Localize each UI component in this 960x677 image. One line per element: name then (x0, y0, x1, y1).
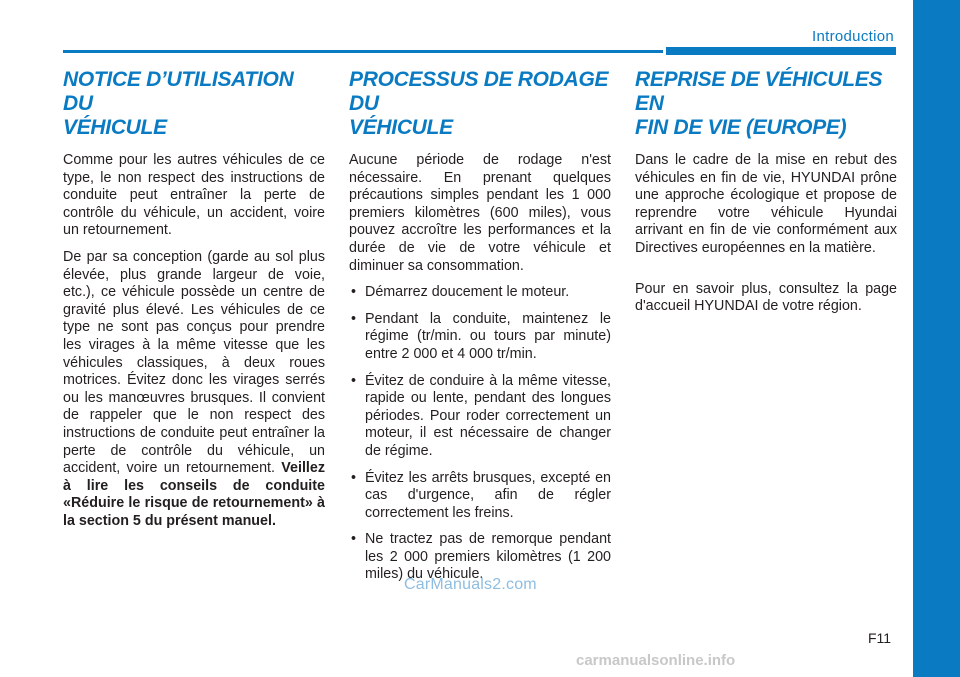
header-rule-thick (666, 47, 896, 55)
column-break-in (349, 68, 611, 593)
break-in-list (349, 284, 611, 584)
chapter-side-tab (913, 0, 960, 677)
paragraph: Pour en savoir plus, consultez la page d'accueil HYUNDAI de votre région. (635, 280, 897, 315)
list-item: • Évitez de conduire à la même vitesse, rapide ou lente, pendant des longues périodes. Pour roder correctement un moteur, il est nécessaire de changer de régime. (349, 373, 611, 461)
list-item: • Ne tractez pas de remorque pendant les 2 000 premiers kilomètres (1 200 miles) du véhicule. (349, 531, 611, 584)
list-item: • Démarrez doucement le moteur. (349, 284, 611, 302)
paragraph: Comme pour les autres véhicules de ce type, le non respect des instructions de conduite peut entraîner la perte de contrôle du véhicule, un accident, voire un retournement. (63, 152, 325, 239)
paragraph: De par sa conception (garde au sol plus élevée, plus grande largeur de voie, etc.), ce véhicule possède un centre de gravité plus élevé. Les véhicules de ce type ne sont pas conçus pour prendre les virages à la même vitesse que les véhicules classiques, à deux roues motrices. Évitez donc les virages serrés ou les manœuvres brusques. Il convient de rappeler que le non respect des instructions de conduite peut entraîner la perte de contrôle du véhicule, un accident, voire un retournement. Veillez à lire les conseils de conduite «Réduire le risque de retournement» à la section 5 du présent manuel. (63, 248, 325, 529)
column-operation-notice (63, 68, 325, 539)
heading-operation-notice: NOTICE D’UTILISATION DU VÉHICULE (63, 68, 294, 139)
section-label: Introduction (812, 28, 894, 45)
column-end-of-life (635, 68, 897, 325)
watermark-bottom[interactable]: carmanualsonline.info (576, 652, 736, 669)
list-item: • Évitez les arrêts brusques, excepté en cas d'urgence, afin de régler correctement les freins. (349, 470, 611, 523)
header-rule-thin (63, 50, 663, 53)
page-number: F11 (868, 630, 892, 646)
list-item: • Pendant la conduite, maintenez le régime (tr/min. ou tours par minute) entre 2 000 et 4 000 tr/min. (349, 311, 611, 364)
paragraph: Aucune période de rodage n'est nécessaire. En prenant quelques précautions simples pendant les 1 000 premiers kilomètres (600 miles), vous pouvez accroître les performances et la durée de vie de votre véhicule et diminuer sa consommation. (349, 152, 611, 274)
rollover-warning-text: Veillez à lire les conseils de conduite «Réduire le risque de retournement» à la section 5 du présent manuel. (63, 460, 325, 529)
paragraph: Dans le cadre de la mise en rebut des véhicules en fin de vie, HYUNDAI prône une approche écologique et propose de reprendre votre véhicule Hyundai arrivant en fin de vie conformément aux Directives européennes en la matière. (635, 152, 897, 256)
heading-end-of-life: REPRISE DE VÉHICULES EN FIN DE VIE (EUROPE) (635, 68, 883, 139)
watermark-top[interactable]: CarManuals2.com (404, 576, 537, 593)
heading-break-in: PROCESSUS DE RODAGE DU VÉHICULE (349, 68, 609, 139)
